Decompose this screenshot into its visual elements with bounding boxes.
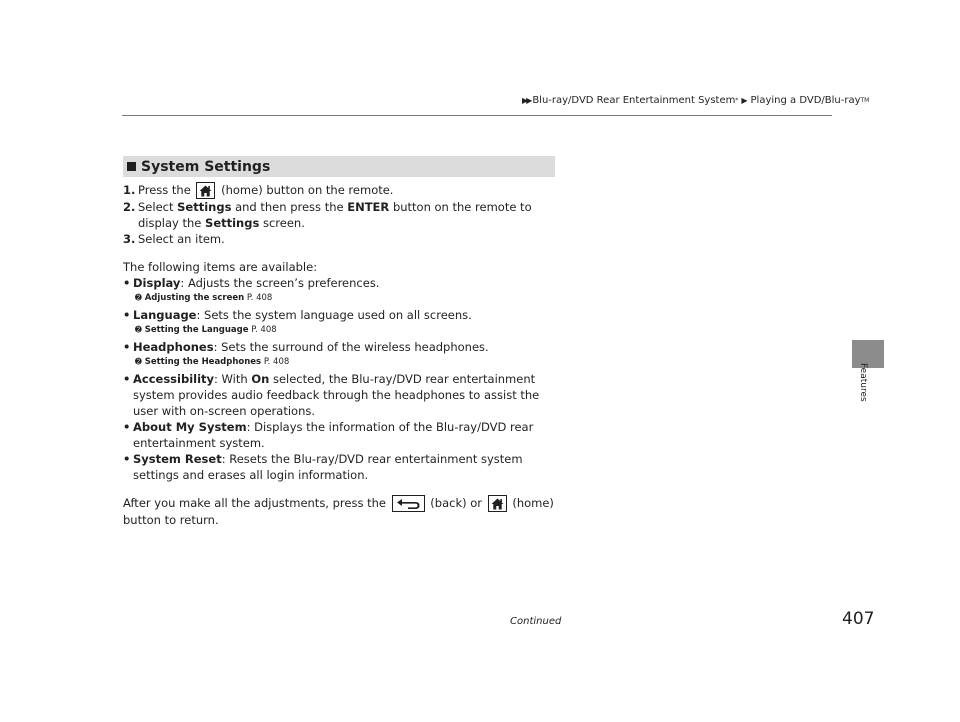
item-label: System Reset xyxy=(133,452,222,466)
item-desc: : Displays the information of the Blu-ray/DVD rear entertainment system. xyxy=(133,420,534,450)
square-bullet-icon xyxy=(127,162,136,171)
reference-title: Setting the Headphones xyxy=(144,357,262,367)
reference-arrow-icon: ➋ xyxy=(135,357,142,366)
item-desc: selected, the Blu-ray/DVD rear entertainment system provides audio feedback through the headphones to assist the user with on-screen operations. xyxy=(133,372,540,418)
section-heading xyxy=(123,156,555,177)
step-text: Select an item. xyxy=(138,232,225,246)
cross-reference[interactable] xyxy=(123,323,563,337)
settings-term: Settings xyxy=(177,200,232,214)
list-item-accessibility xyxy=(123,371,563,419)
closing-text: After you make all the adjustments, press the xyxy=(123,496,386,510)
bullet-icon: • xyxy=(123,420,131,434)
reference-arrow-icon: ➋ xyxy=(135,325,142,334)
item-desc: : Sets the surround of the wireless headphones. xyxy=(213,340,489,354)
home-icon xyxy=(196,182,215,199)
list-item-about-my-system xyxy=(123,419,563,451)
breadcrumb-chapter-sup: * xyxy=(735,97,739,104)
step-2 xyxy=(123,199,563,231)
page-number: 407 xyxy=(842,609,875,629)
arrow-icon: ▶ xyxy=(741,96,748,105)
item-label: Language xyxy=(133,308,197,322)
items-intro: The following items are available: xyxy=(123,260,318,274)
enter-term: ENTER xyxy=(347,200,390,214)
reference-page: P. 408 xyxy=(263,357,290,367)
continued-label: Continued xyxy=(510,616,562,627)
double-arrow-icon: ▶▶ xyxy=(522,96,531,105)
step-number: 2. xyxy=(123,200,136,214)
on-term: On xyxy=(251,372,270,386)
cross-reference[interactable] xyxy=(123,291,563,305)
step-text: screen. xyxy=(262,216,305,230)
step-1 xyxy=(123,182,563,199)
step-number: 3. xyxy=(123,232,136,246)
side-tab-label: Features xyxy=(858,363,868,402)
item-desc: : Resets the Blu-ray/DVD rear entertainment system settings and erases all login information. xyxy=(133,452,523,482)
step-text: button on the remote to display the xyxy=(138,200,532,230)
list-item-headphones xyxy=(123,339,563,355)
header-rule xyxy=(122,115,832,116)
item-label: Accessibility xyxy=(133,372,215,386)
bullet-icon: • xyxy=(123,340,131,354)
item-desc: : With xyxy=(214,372,248,386)
section-title: System Settings xyxy=(141,158,271,175)
list-item-language xyxy=(123,307,563,323)
breadcrumb-chapter: Blu-ray/DVD Rear Entertainment System xyxy=(532,95,736,106)
step-number: 1. xyxy=(123,183,136,197)
item-desc: : Adjusts the screen’s preferences. xyxy=(180,276,380,290)
step-text: Select xyxy=(138,200,174,214)
back-icon xyxy=(392,495,425,512)
bullet-icon: • xyxy=(123,276,131,290)
reference-arrow-icon: ➋ xyxy=(135,293,142,302)
list-item-display xyxy=(123,275,563,291)
cross-reference[interactable] xyxy=(123,355,563,369)
step-text: (home) button on the remote. xyxy=(221,183,394,197)
bullet-icon: • xyxy=(123,308,131,322)
step-text: Press the xyxy=(138,183,191,197)
reference-page: P. 408 xyxy=(246,293,273,303)
breadcrumb xyxy=(522,95,869,106)
reference-title: Adjusting the screen xyxy=(144,293,245,303)
bullet-icon: • xyxy=(123,372,131,386)
breadcrumb-topic-sup: TM xyxy=(860,97,870,104)
item-label: Display xyxy=(133,276,181,290)
step-text: and then press the xyxy=(235,200,344,214)
closing-text: (home) button to return. xyxy=(123,496,554,527)
section-body xyxy=(123,182,563,528)
closing-instruction xyxy=(123,495,563,528)
home-icon xyxy=(488,495,507,512)
settings-term: Settings xyxy=(205,216,260,230)
reference-title: Setting the Language xyxy=(144,325,249,335)
item-desc: : Sets the system language used on all screens. xyxy=(196,308,472,322)
step-3 xyxy=(123,231,563,247)
side-tab xyxy=(852,340,884,368)
bullet-icon: • xyxy=(123,452,131,466)
closing-text: (back) or xyxy=(430,496,483,510)
item-label: About My System xyxy=(133,420,247,434)
item-label: Headphones xyxy=(133,340,214,354)
breadcrumb-topic: Playing a DVD/Blu-ray xyxy=(750,95,861,106)
list-item-system-reset xyxy=(123,451,563,483)
reference-page: P. 408 xyxy=(251,325,277,335)
